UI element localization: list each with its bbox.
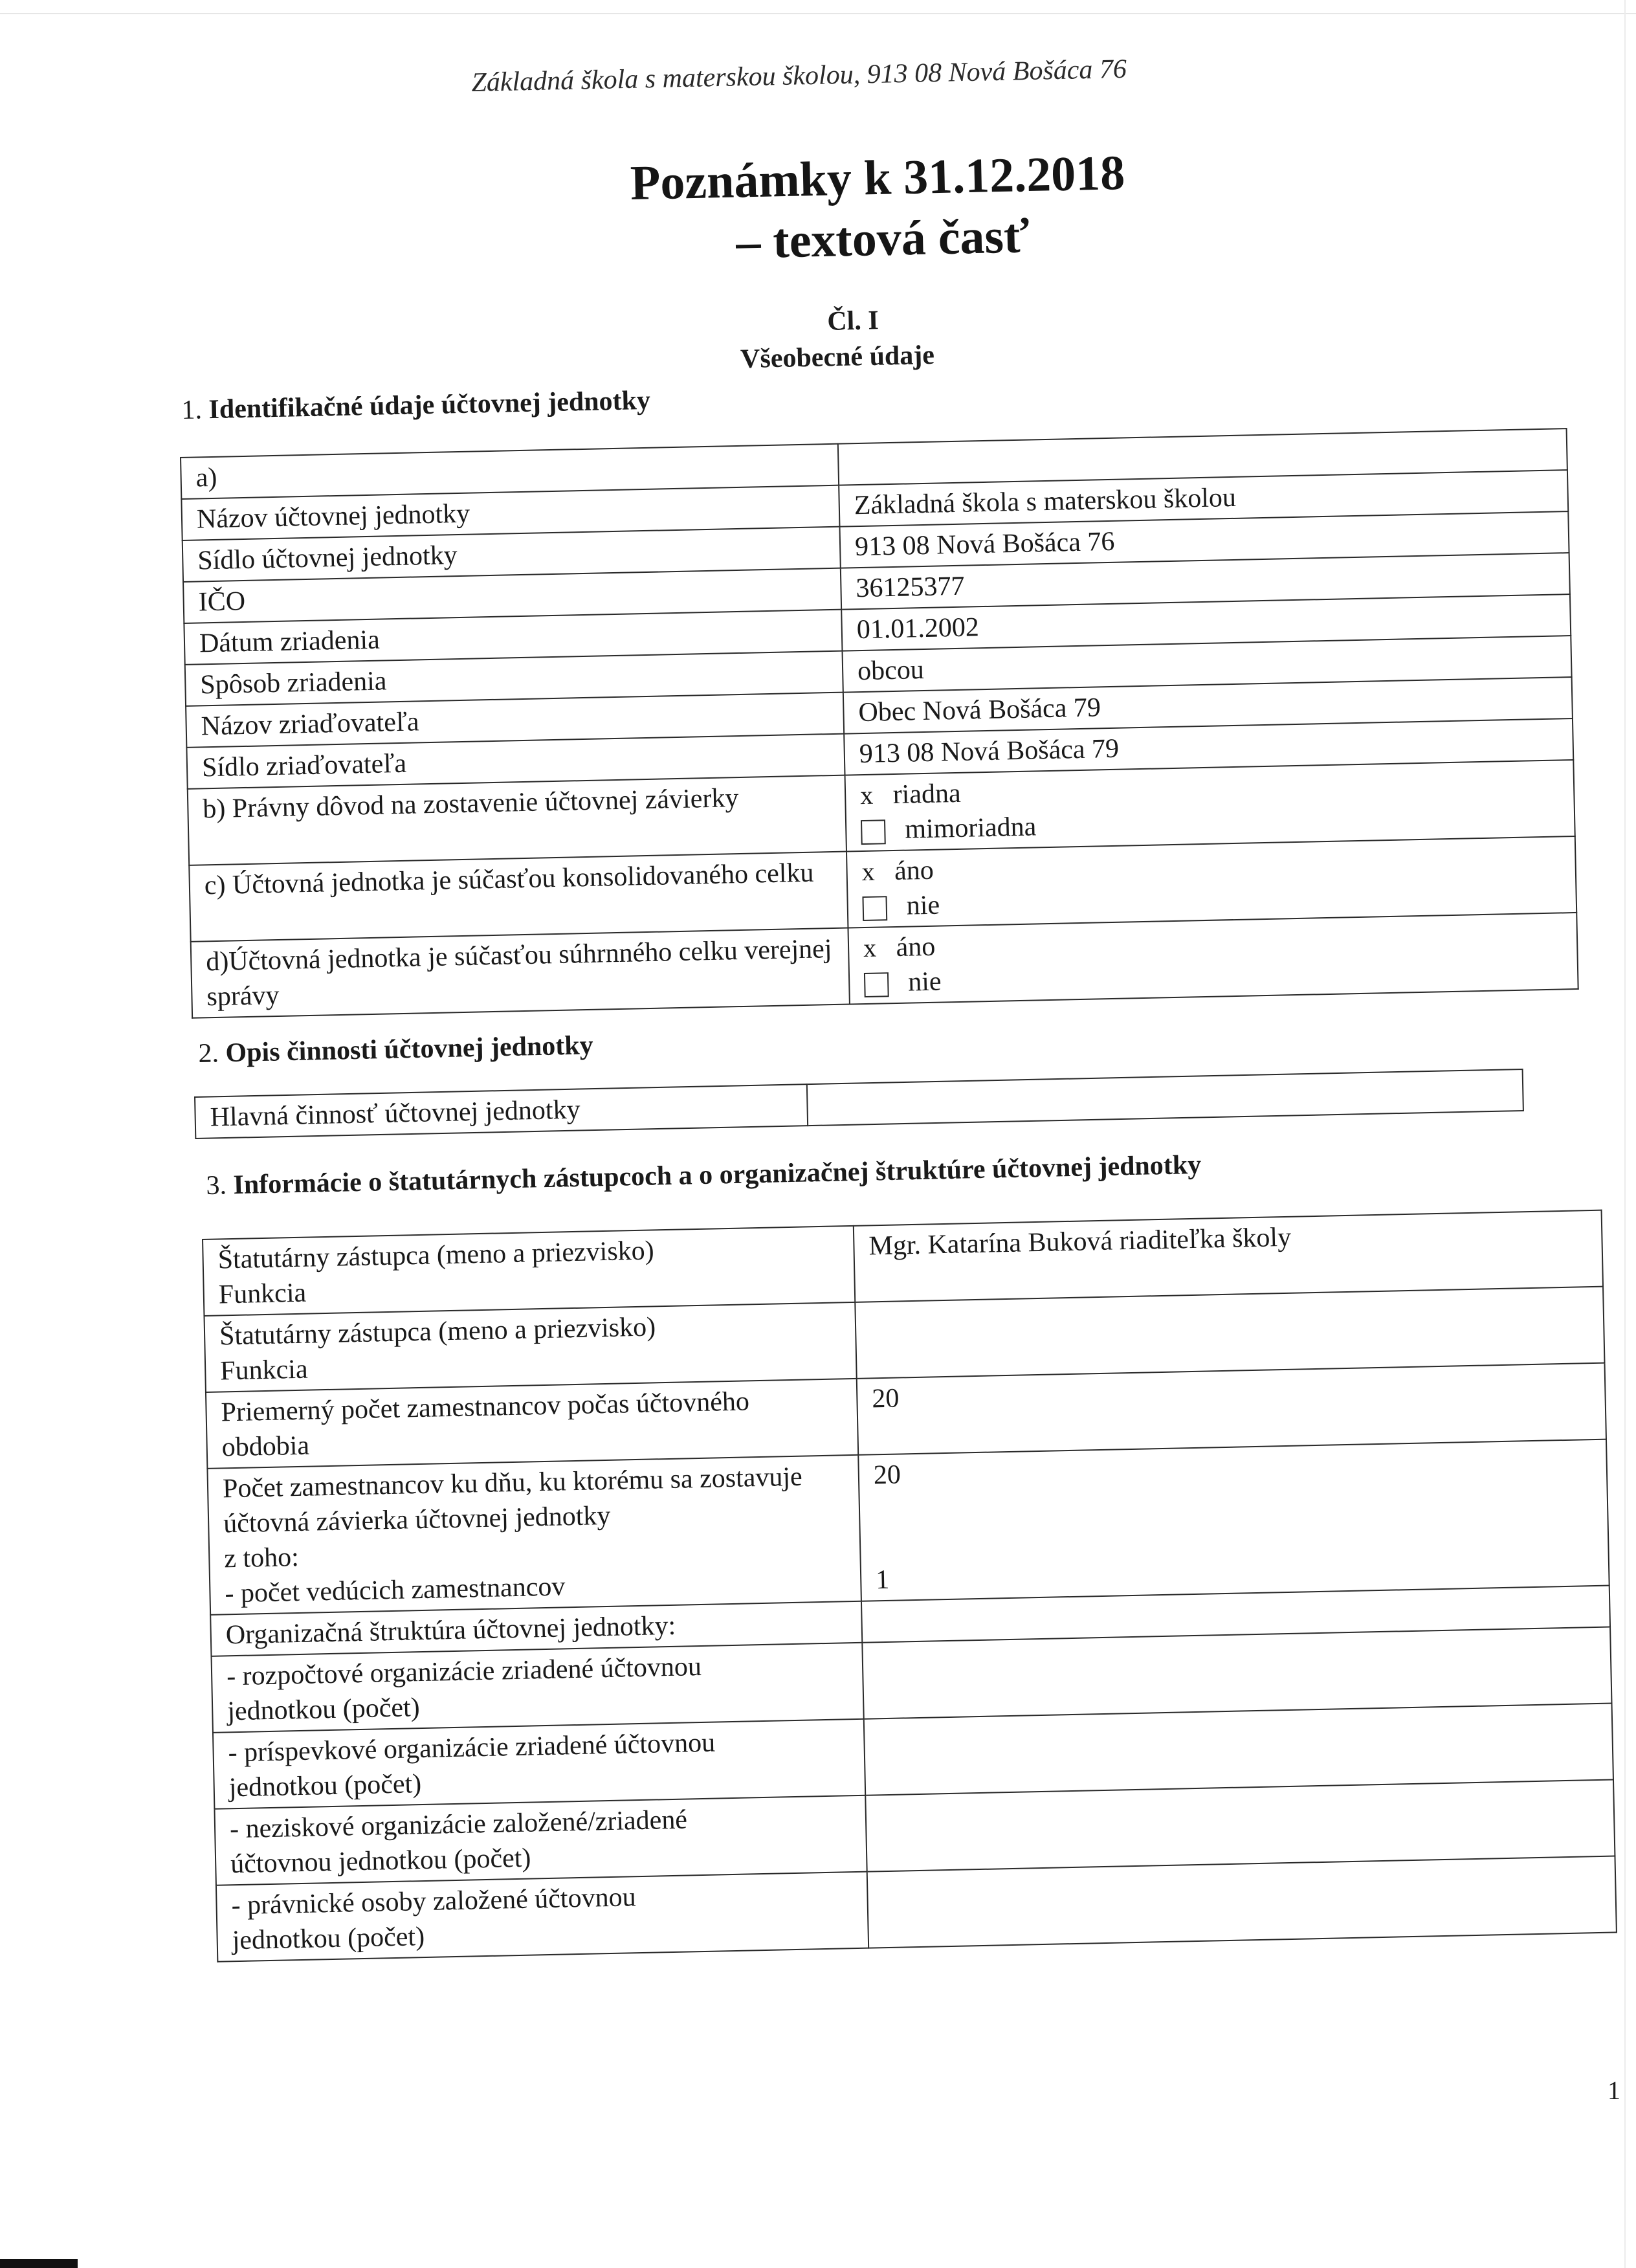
row-value: Mgr. Katarína Buková riaditeľka školy	[854, 1210, 1603, 1302]
table-row	[195, 1069, 1523, 1139]
option-label: áno	[894, 855, 934, 887]
checkbox-empty-icon	[864, 973, 889, 998]
section-2-heading	[198, 1030, 593, 1069]
row-value: 20 1	[858, 1440, 1609, 1601]
section-1-heading	[181, 385, 650, 426]
statutory-table	[202, 1210, 1617, 1962]
row-label: a)	[181, 444, 839, 499]
checkbox-empty-icon	[861, 820, 886, 845]
scan-corner-mark	[0, 2259, 78, 2268]
row-label: Organizačná štruktúra účtovnej jednotky:	[210, 1601, 862, 1656]
identification-table	[180, 428, 1579, 1019]
row-value: 20	[857, 1363, 1606, 1455]
table-row	[207, 1440, 1609, 1615]
article-name: Všeobecné údaje	[740, 340, 935, 375]
section-2-title: Opis činnosti účtovnej jednotky	[225, 1030, 594, 1069]
section-3-title: Informácie o štatutárnych zástupcoch a o organizačnej štruktúre účtovnej jednotky	[233, 1150, 1202, 1201]
row-label: Spôsob zriadenia	[185, 651, 843, 706]
row-label: - právnické osoby založené účtovnou jednotkou (počet)	[216, 1872, 868, 1962]
choice-options	[846, 836, 1576, 928]
option-label: nie	[906, 890, 940, 921]
row-label: Dátum zriadenia	[184, 610, 842, 665]
row-label: Štatutárny zástupca (meno a priezvisko) Funkcia	[203, 1226, 855, 1316]
row-value: 913 08 Nová Bošáca 76	[839, 511, 1569, 568]
row-label: Hlavná činnosť účtovnej jednotky	[195, 1084, 808, 1139]
row-value: 36125377	[841, 553, 1570, 610]
checkbox-empty-icon	[862, 896, 887, 922]
row-label: Počet zamestnancov ku dňu, ku ktorému sa zostavuje účtovná závierka účtovnej jednotky z toho: - počet vedúcich zamestnancov	[207, 1455, 861, 1615]
row-label: Názov zriaďovateľa	[186, 693, 844, 748]
checked-mark: x	[863, 933, 877, 963]
article-number: Čl. I	[826, 306, 879, 337]
document-title: Poznámky k 31.12.2018	[630, 146, 1125, 210]
page-number: 1	[1608, 2076, 1620, 2105]
section-1-number: 1.	[181, 395, 203, 425]
option-label: nie	[907, 966, 942, 997]
option-label: riadna	[892, 778, 962, 810]
row-label: Sídlo účtovnej jednotky	[182, 527, 841, 582]
checked-mark: x	[861, 856, 876, 887]
row-label: Priemerný počet zamestnancov počas účtovného obdobia	[206, 1379, 858, 1469]
section-2-number: 2.	[198, 1038, 219, 1069]
document-subtitle: – textová časť	[735, 208, 1030, 269]
choice-options	[848, 913, 1578, 1005]
row-value: Obec Nová Bošáca 79	[843, 677, 1573, 734]
row-label: Názov účtovnej jednotky	[181, 485, 839, 540]
choice-options	[845, 760, 1575, 852]
row-label: - rozpočtové organizácie zriadené účtovnou jednotkou (počet)	[212, 1643, 864, 1733]
institution-header: Základná škola s materskou školou, 913 08 Nová Bošáca 76	[471, 54, 1127, 98]
scan-top-edge	[0, 13, 1636, 14]
choice-label: b) Právny dôvod na zostavenie účtovnej závierky	[188, 775, 846, 865]
section-3-number: 3.	[206, 1170, 227, 1201]
row-value: obcou	[842, 636, 1571, 693]
choice-label: d)Účtovná jednotka je súčasťou súhrnného celku verejnej správy	[191, 928, 850, 1018]
section-3-heading	[206, 1150, 1202, 1201]
checked-mark: x	[859, 780, 874, 810]
choice-label: c) Účtovná jednotka je súčasťou konsolidovaného celku	[189, 852, 848, 942]
row-label: - neziskové organizácie založené/zriadené účtovnou jednotkou (počet)	[214, 1796, 867, 1885]
row-value: 913 08 Nová Bošáca 79	[844, 718, 1573, 775]
row-value: 01.01.2002	[841, 594, 1571, 651]
option-label: áno	[896, 931, 936, 962]
row-label: IČO	[183, 568, 841, 623]
row-label: - príspevkové organizácie zriadené účtovnou jednotkou (počet)	[213, 1719, 865, 1809]
option-label: mimoriadna	[904, 812, 1037, 845]
row-label: Štatutárny zástupca (meno a priezvisko) Funkcia	[204, 1302, 856, 1392]
activity-table	[194, 1069, 1524, 1139]
row-label: Sídlo zriaďovateľa	[186, 734, 845, 789]
row-value: Základná škola s materskou školou	[839, 470, 1568, 527]
row-value	[807, 1069, 1523, 1126]
section-1-title: Identifikačné údaje účtovnej jednotky	[208, 385, 651, 425]
row-value	[867, 1856, 1617, 1948]
